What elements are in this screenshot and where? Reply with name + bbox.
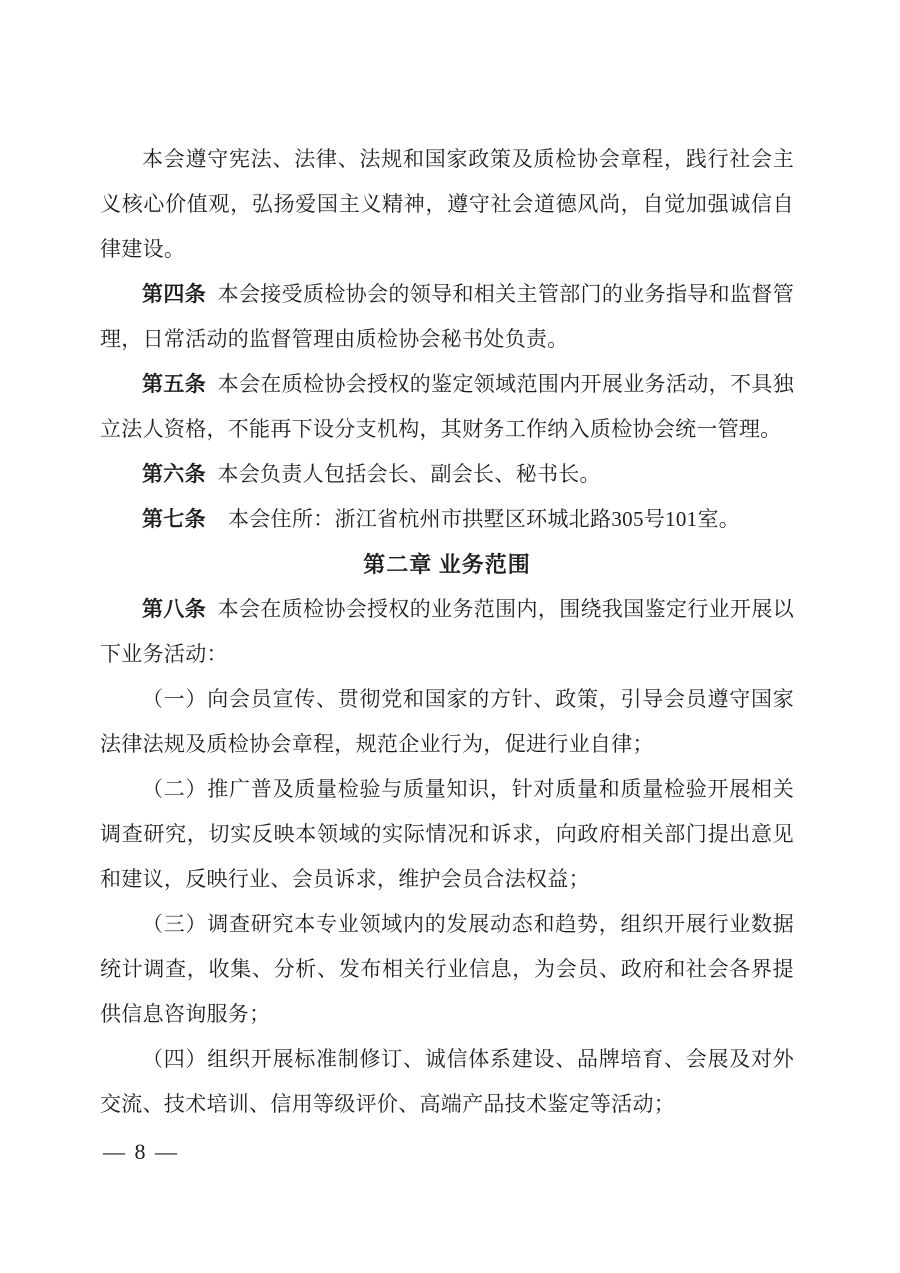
article-5-number: 第五条 <box>142 372 207 396</box>
document-content <box>100 137 794 1127</box>
article-8-text: 本会在质检协会授权的业务范围内，围绕我国鉴定行业开展以下业务活动： <box>100 597 794 666</box>
article-7-paragraph <box>100 497 794 542</box>
article-6-paragraph <box>100 452 794 497</box>
article-5-text: 本会在质检协会授权的鉴定领域范围内开展业务活动，不具独立法人资格，不能再下设分支机构，其财务工作纳入质检协会统一管理。 <box>100 372 794 441</box>
article-6-number: 第六条 <box>142 462 206 486</box>
list-item-1 <box>100 677 794 767</box>
paragraph-text: 本会遵守宪法、法律、法规和国家政策及质检协会章程，践行社会主义核心价值观，弘扬爱国主义精神，遵守社会道德风尚，自觉加强诚信自律建设。 <box>100 147 794 261</box>
list-item-4 <box>100 1037 794 1127</box>
list-item-4-text: （四）组织开展标准制修订、诚信体系建设、品牌培育、会展及对外交流、技术培训、信用等级评价、高端产品技术鉴定等活动； <box>100 1047 794 1116</box>
article-4-number: 第四条 <box>142 282 207 306</box>
intro-paragraph <box>100 137 794 272</box>
article-8-paragraph <box>100 587 794 677</box>
article-4-text: 本会接受质检协会的领导和相关主管部门的业务指导和监督管理，日常活动的监督管理由质检协会秘书处负责。 <box>100 282 794 351</box>
article-8-number: 第八条 <box>142 597 207 621</box>
list-item-2-text: （二）推广普及质量检验与质量知识，针对质量和质量检验开展相关调查研究，切实反映本领域的实际情况和诉求，向政府相关部门提出意见和建议，反映行业、会员诉求，维护会员合法权益； <box>100 777 794 891</box>
list-item-3 <box>100 902 794 1037</box>
article-5-paragraph <box>100 362 794 452</box>
article-7-text: 本会住所：浙江省杭州市拱墅区环城北路305号101室。 <box>227 507 741 531</box>
article-4-paragraph <box>100 272 794 362</box>
chapter-heading: 第二章 业务范围 <box>363 552 531 577</box>
article-7-number: 第七条 <box>142 507 206 531</box>
list-item-3-text: （三）调查研究本专业领域内的发展动态和趋势，组织开展行业数据统计调查，收集、分析、发布相关行业信息，为会员、政府和社会各界提供信息咨询服务； <box>100 912 794 1026</box>
list-item-2 <box>100 767 794 902</box>
page-number: — 8 — <box>103 1139 179 1164</box>
list-item-1-text: （一）向会员宣传、贯彻党和国家的方针、政策，引导会员遵守国家法律法规及质检协会章程，规范企业行为，促进行业自律； <box>100 687 794 756</box>
article-6-text: 本会负责人包括会长、副会长、秘书长。 <box>217 462 601 486</box>
